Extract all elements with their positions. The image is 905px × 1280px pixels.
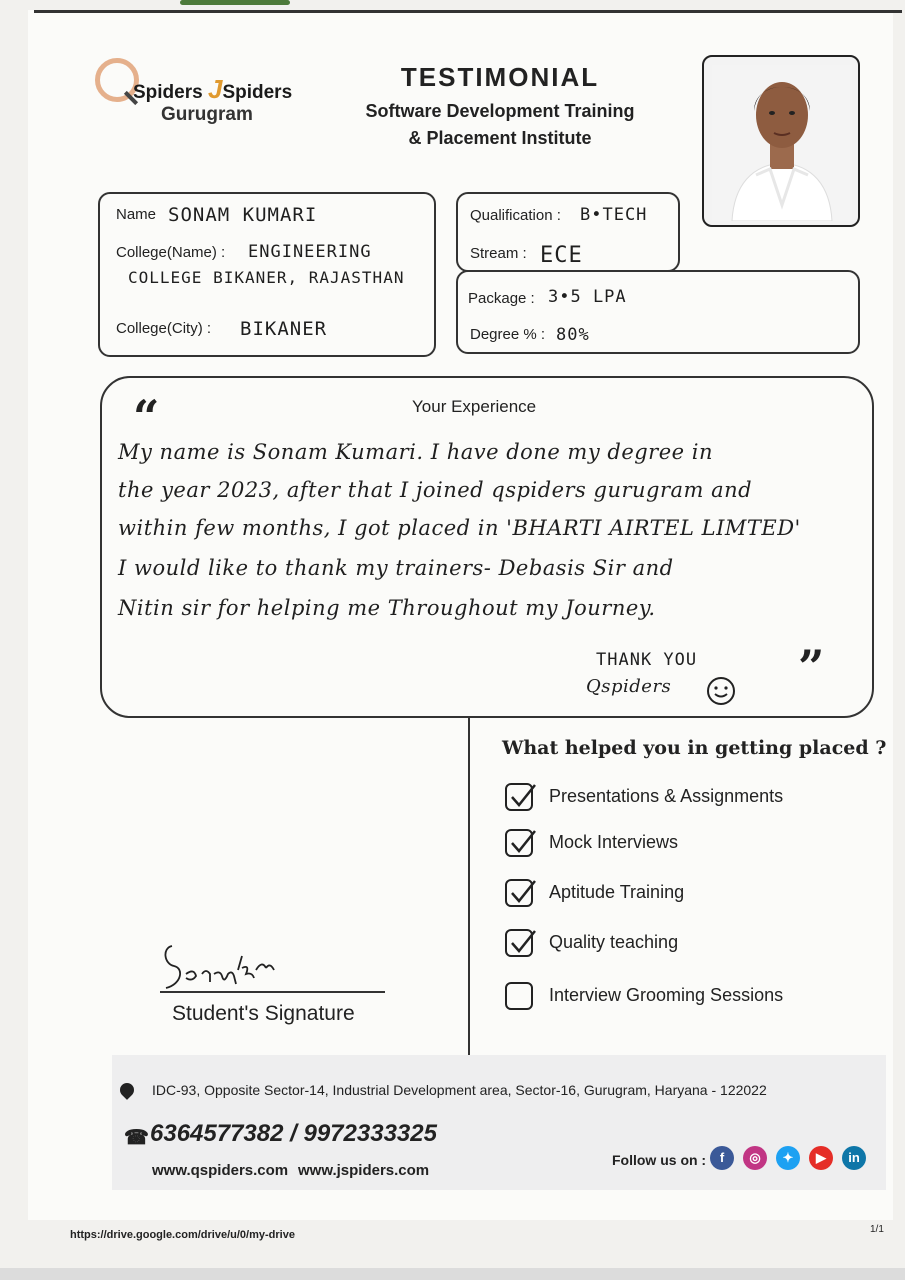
website-jspiders-link[interactable]: www.jspiders.com [298, 1162, 430, 1179]
degree-value: 80% [556, 325, 590, 345]
signature-label: Student's Signature [172, 1002, 355, 1025]
option-label: Aptitude Training [549, 882, 685, 902]
checkbox-checked [505, 929, 533, 957]
package-label: Package : [468, 290, 535, 307]
stream-label: Stream : [470, 245, 527, 262]
open-quote-icon: “ [133, 390, 160, 444]
logo-j-mark: J [207, 74, 223, 104]
footer-address: IDC-93, Opposite Sector-14, Industrial Development area, Sector-16, Gurugram, Haryana - 122022 [152, 1082, 767, 1098]
document-header [350, 62, 650, 149]
phone-icon: ☎ [124, 1127, 149, 1149]
footer-phones: 6364577382 / 9972333325 [150, 1120, 437, 1147]
qualification-label: Qualification : [470, 207, 561, 224]
qualification-value: B•TECH [580, 205, 648, 225]
website-qspiders-link[interactable]: www.qspiders.com [152, 1162, 289, 1179]
checkbox-checked [505, 879, 533, 907]
experience-heading: Your Experience [412, 397, 537, 416]
stream-value: ECE [540, 243, 583, 268]
signature-line [160, 991, 385, 993]
follow-label: Follow us on : [612, 1152, 707, 1168]
instagram-icon[interactable]: ◎ [743, 1146, 767, 1170]
logo-text-jspiders: Spiders [222, 82, 293, 103]
degree-label: Degree % : [470, 326, 546, 343]
option-label: Interview Grooming Sessions [549, 985, 784, 1005]
company-logo [95, 58, 335, 128]
document-title: TESTIMONIAL [400, 62, 600, 92]
college-name-value: ENGINEERING [248, 242, 372, 262]
document-subtitle-2: & Placement Institute [408, 128, 592, 148]
option-label: Quality teaching [549, 932, 679, 952]
top-edge-mark [180, 0, 290, 5]
college-city-value: BIKANER [240, 318, 328, 340]
experience-line-2: the year 2023, after that I joined qspiders gurugram and [118, 478, 753, 502]
college-city-label: College(City) : [116, 320, 212, 337]
checkbox-checked [505, 829, 533, 857]
logo-city: Gurugram [161, 104, 253, 125]
experience-line-1: My name is Sonam Kumari. I have done my degree in [118, 440, 713, 464]
student-photo [702, 55, 860, 227]
experience-box [100, 376, 874, 718]
twitter-icon[interactable]: ✦ [776, 1146, 800, 1170]
sign-off-qspiders: Qspiders [586, 676, 672, 697]
help-question: What helped you in getting placed ? [502, 737, 887, 759]
print-url: https://drive.google.com/drive/u/0/my-drive [70, 1229, 295, 1241]
experience-line-4: I would like to thank my trainers- Debasis Sir and [118, 556, 674, 580]
student-signature-scribble [158, 940, 288, 996]
option-label: Mock Interviews [549, 832, 679, 852]
section-divider [468, 716, 470, 1056]
top-border [34, 10, 902, 13]
linkedin-icon[interactable]: in [842, 1146, 866, 1170]
logo-text-qspiders: Spiders [133, 82, 203, 103]
document-subtitle: Software Development Training [365, 101, 635, 121]
close-quote-icon: ” [798, 640, 825, 694]
name-value: SONAM KUMARI [168, 204, 318, 226]
college-name-value-2: COLLEGE BIKANER, RAJASTHAN [128, 268, 405, 287]
checkbox-checked [505, 783, 533, 811]
name-label: Name [116, 206, 157, 223]
bottom-strip [0, 1268, 905, 1280]
facebook-icon[interactable]: f [710, 1146, 734, 1170]
smiley-icon [706, 676, 736, 706]
experience-line-5: Nitin sir for helping me Throughout my Journey. [118, 596, 656, 620]
youtube-icon[interactable]: ▶ [809, 1146, 833, 1170]
college-name-label: College(Name) : [116, 244, 226, 261]
sign-off-thank-you: THANK YOU [596, 650, 698, 670]
page-number: 1/1 [870, 1224, 884, 1235]
package-value: 3•5 LPA [548, 287, 627, 307]
option-label: Presentations & Assignments [549, 786, 784, 806]
student-portrait-icon [712, 65, 852, 221]
checkbox-unchecked [505, 982, 533, 1010]
experience-line-3: within few months, I got placed in 'BHARTI AIRTEL LIMTED' [118, 516, 801, 540]
